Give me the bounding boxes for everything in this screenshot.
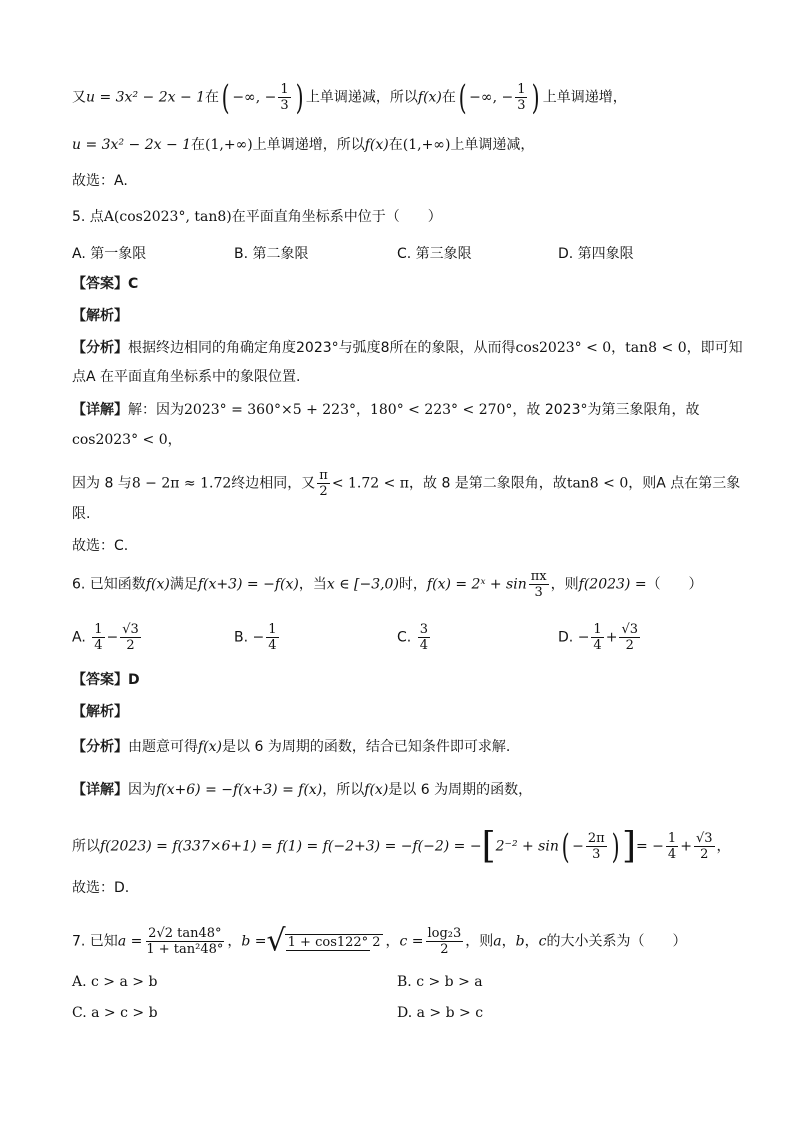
text: ，: [611, 340, 626, 356]
q5-detail-line3: [72, 468, 740, 499]
text: 由题意可得: [128, 739, 198, 755]
math-u-expr: u = 3x² − 2x − 1: [86, 89, 206, 106]
text: 因为: [128, 782, 156, 798]
math: c =: [399, 933, 424, 950]
math-fx: f(x): [417, 89, 442, 106]
q6-detail-line2: 所以f(2023) = f(337×6+1) = f(1) = f(−2+3) = −f(−2) = −[2⁻² + sin( − $\frac{2\pi}{3}$ )]= − $\frac{1}{4}$ + $\frac{√3}{2}$ ，: [72, 825, 731, 867]
math: f(2023) =: [578, 576, 647, 593]
q7-option-b: B. c > b > a: [397, 974, 483, 990]
text: 根据终边相同的角确定角度2023°与弧度8所在的象限，从而得: [128, 340, 516, 356]
text: 解：因为: [128, 402, 184, 418]
text: 时，: [398, 576, 427, 593]
q5-detail-line2: cos2023° < 0，: [72, 432, 182, 448]
math-u-expr: u = 3x² − 2x − 1: [72, 137, 192, 153]
frac: $\frac{1}{3}$: [280, 82, 289, 113]
text: 因为 8 与: [72, 475, 132, 492]
text: 上单调递减，所以: [305, 89, 418, 106]
math-fx: f(x): [364, 137, 389, 153]
math: < 1.72 < π: [331, 475, 409, 492]
q6-option-b: B. − $\frac{1}{4}$: [234, 622, 277, 653]
math: f(x): [145, 576, 170, 593]
text: ，即可知: [686, 340, 743, 356]
math: 2⁻² + sin: [495, 838, 559, 855]
text: 在: [191, 137, 206, 153]
q6-analysis-label: 【解析】: [72, 704, 128, 720]
q5-option-b: B. 第二象限: [234, 246, 309, 262]
text: 所以: [72, 838, 100, 855]
text: 在平面直角坐标系中位于（ ）: [231, 209, 442, 225]
q6-answer: 【答案】D: [72, 672, 140, 688]
math: tan8 < 0: [625, 340, 687, 356]
math: f(x): [364, 782, 389, 798]
q6-fenxi: [72, 737, 510, 757]
q5-answer: 【答案】C: [72, 276, 139, 292]
math: = −: [636, 838, 664, 855]
q7-option-a: A. c > a > b: [72, 974, 158, 990]
q6-option-d: D. − $\frac{1}{4}$ + $\frac{√3}{2}$: [558, 622, 638, 653]
q7-option-c: C. a > c > b: [72, 1005, 158, 1021]
q5-analysis-label: 【解析】: [72, 308, 128, 324]
frac-c: $\frac{\text{log₂3}}{2}$: [427, 926, 462, 957]
math: f(x+3) = −f(x): [197, 576, 299, 593]
q6-option-c: C. $\frac{3}{4}$: [397, 622, 428, 653]
math: f(x) = 2ˣ + sin: [426, 576, 527, 593]
q7-option-d: D. a > b > c: [397, 1005, 484, 1021]
q5-fenxi-line2: 点A 在平面直角坐标系中的象限位置.: [72, 369, 301, 385]
text: 又: [72, 89, 86, 106]
label: 【详解】: [72, 782, 128, 798]
line-monotonic-1: 又u = 3x² − 2x − 1在( −∞, − $\frac{1}{3}$ ) 上单调递减，所以f(x)在( −∞, − $\frac{1}{3}$ ) 上单调递增，: [72, 77, 627, 118]
math: 180° < 223° < 270°: [369, 402, 513, 418]
math-interval: −∞, −: [469, 89, 514, 106]
question-7: 7. 已知a = $\frac{2√2 \tan 48^\circ}{\text{1 + tan²48°}}$ ，b =√ 1 + cos122° 2 ，c = $\frac{\text{log₂3}}{2}$ ，则a，b，c的大小关系为（ ）: [72, 923, 687, 959]
q5-choice: 故选：C.: [72, 538, 129, 554]
q5-fenxi: [72, 338, 743, 358]
text: 是以 6 为周期的函数，: [388, 782, 533, 798]
q5-option-c: C. 第三象限: [397, 246, 472, 262]
text: 在: [205, 89, 220, 106]
math: 8 − 2π ≈ 1.72: [131, 475, 232, 492]
frac-b: 1 + cos122° 2: [285, 934, 384, 950]
label: 【分析】: [72, 340, 128, 356]
text: 在: [388, 137, 403, 153]
text: ，故 2023°为第三象限角，故: [512, 402, 700, 418]
math: f(x+6) = −f(x+3) = f(x): [156, 782, 323, 798]
text: 7. 已知: [72, 933, 118, 950]
text: 是以 6 为周期的函数，结合已知条件即可求解.: [222, 739, 511, 755]
text: ，当: [298, 576, 327, 593]
q6-option-a: A. $\frac{1}{4}$ − $\frac{√3}{2}$: [72, 622, 139, 653]
choice-line: 故选：A.: [72, 173, 128, 189]
q6-choice: 故选：D.: [72, 880, 130, 896]
math-interval: (1,+∞): [402, 137, 451, 153]
frac-a: $\frac{2√2 \tan 48^\circ}{\text{1 + tan²48°}}$: [146, 926, 224, 957]
text: 上单调递增，: [542, 89, 627, 106]
text: 在: [441, 89, 456, 106]
text: ，所以: [322, 782, 365, 798]
q5-option-d: D. 第四象限: [558, 246, 634, 262]
q5-detail: [72, 400, 700, 420]
frac: $\frac{1}{3}$: [517, 82, 526, 113]
math: 2023° = 360°×5 + 223°: [184, 402, 356, 418]
math-point: A(cos2023°, tan8): [103, 209, 232, 225]
text: 上单调递减，: [450, 137, 535, 153]
question-5: [72, 207, 442, 227]
math-interval: (1,+∞): [205, 137, 253, 153]
math: b =: [241, 933, 267, 950]
text: 上单调递增，所以: [252, 137, 365, 153]
math: f(2023) = f(337×6+1) = f(1) = f(−2+3) = −f(−2) = −: [100, 838, 482, 855]
label: 【详解】: [72, 402, 128, 418]
label: 【分析】: [72, 739, 128, 755]
text: 6. 已知函数: [72, 576, 146, 593]
math: f(x): [198, 739, 223, 755]
line-monotonic-2: [72, 135, 534, 155]
text: （ ）: [646, 576, 703, 593]
math: x ∈ [−3,0): [326, 576, 399, 593]
math: a =: [117, 933, 143, 950]
text: ，: [355, 402, 370, 418]
q6-detail: [72, 780, 532, 800]
q5-detail-line4: 限.: [72, 506, 91, 522]
frac: $\frac{\pi}{2}$: [319, 468, 328, 499]
frac: $\frac{\pi x}{3}$: [530, 569, 547, 600]
math-interval: −∞, −: [232, 89, 277, 106]
text: 终边相同，又: [231, 475, 316, 492]
text: ，则: [550, 576, 579, 593]
question-6: [72, 569, 703, 600]
math: cos2023° < 0: [515, 340, 612, 356]
text: 满足: [169, 576, 198, 593]
text: ，则A 点在第三象: [628, 475, 741, 492]
text: 5. 点: [72, 209, 104, 225]
q5-option-a: A. 第一象限: [72, 246, 147, 262]
math: tan8 < 0: [566, 475, 629, 492]
text: ，故 8 是第二象限角，故: [409, 475, 567, 492]
